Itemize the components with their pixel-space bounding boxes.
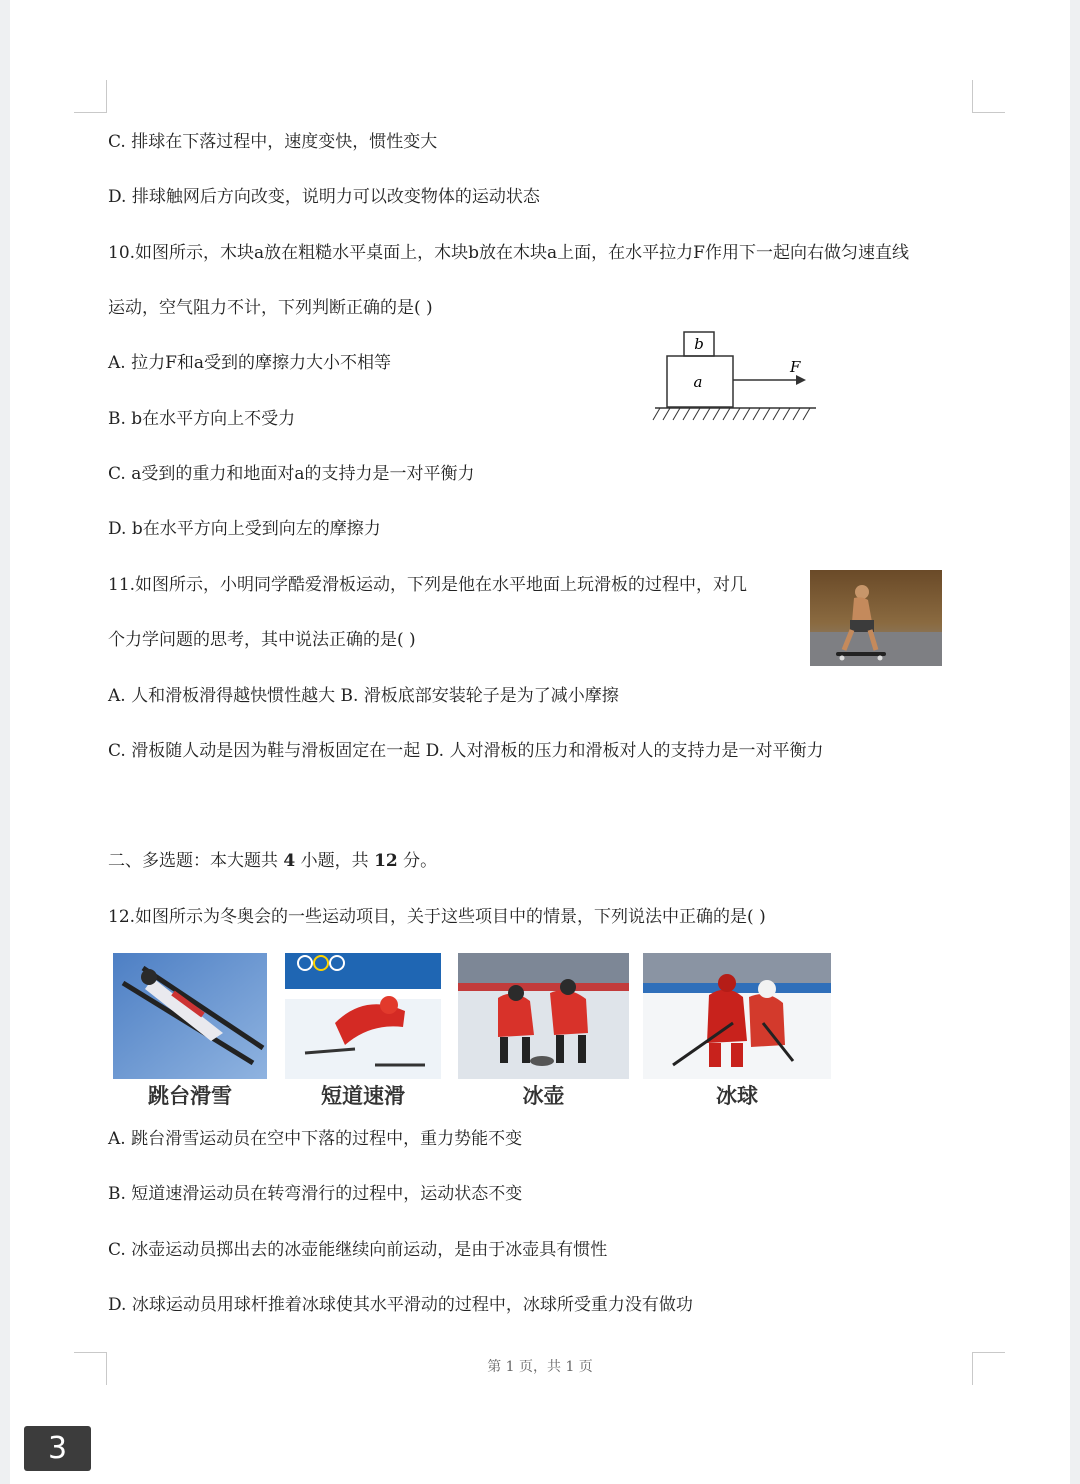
curling-photo — [458, 953, 629, 1079]
section2-prefix: 二、多选题：本大题共 — [108, 851, 284, 871]
photo-label-short-track: 短道速滑 — [321, 1084, 405, 1108]
section2-score: 12 — [374, 851, 398, 871]
force-label: F — [790, 358, 801, 376]
q10-option-d: D. b在水平方向上受到向左的摩擦力 — [108, 519, 381, 539]
page-footer: 第 1 页，共 1 页 — [487, 1359, 593, 1375]
q12-option-c: C. 冰壶运动员掷出去的冰壶能继续向前运动，是由于冰壶具有惯性 — [108, 1240, 608, 1260]
q11-options-ab: A. 人和滑板滑得越快惯性越大 B. 滑板底部安装轮子是为了减小摩擦 — [108, 686, 619, 706]
q12-option-d: D. 冰球运动员用球杆推着冰球使其水平滑动的过程中，冰球所受重力没有做功 — [108, 1295, 693, 1315]
q12-option-b: B. 短道速滑运动员在转弯滑行的过程中，运动状态不变 — [108, 1184, 523, 1204]
crop-mark-top-right — [972, 80, 1005, 113]
q11-options-cd: C. 滑板随人动是因为鞋与滑板固定在一起 D. 人对滑板的压力和滑板对人的支持力是一对平衡力 — [108, 741, 824, 761]
ice-hockey-photo — [643, 953, 831, 1079]
section2-heading — [108, 849, 437, 873]
q10-option-c: C. a受到的重力和地面对a的支持力是一对平衡力 — [108, 464, 475, 484]
force-arrow-head — [796, 375, 806, 385]
q10-option-a: A. 拉力F和a受到的摩擦力大小不相等 — [108, 353, 392, 373]
skateboard-photo — [810, 570, 942, 666]
section2-middle: 小题，共 — [295, 851, 375, 871]
q10-stem-line2: 运动，空气阻力不计，下列判断正确的是( ) — [108, 298, 433, 318]
photo-label-ski-jump: 跳台滑雪 — [148, 1084, 232, 1108]
q9-option-c: C. 排球在下落过程中，速度变快，惯性变大 — [108, 132, 438, 152]
q11-stem-line1: 11.如图所示，小明同学酷爱滑板运动，下列是他在水平地面上玩滑板的过程中，对几 — [108, 575, 748, 595]
photo-label-ice-hockey: 冰球 — [716, 1084, 758, 1108]
q9-option-d: D. 排球触网后方向改变，说明力可以改变物体的运动状态 — [108, 187, 540, 207]
section2-count: 4 — [283, 851, 296, 871]
q10-option-b: B. b在水平方向上不受力 — [108, 409, 296, 429]
q11-stem-line2: 个力学问题的思考，其中说法正确的是( ) — [108, 630, 416, 650]
q10-stem-line1: 10.如图所示，木块a放在粗糙水平桌面上，木块b放在木块a上面，在水平拉力F作用下一起向右做匀速直线 — [108, 243, 909, 263]
section2-suffix: 分。 — [397, 851, 438, 871]
block-a-label: a — [693, 373, 703, 391]
document-page — [10, 0, 1070, 1484]
q10-block-diagram — [650, 330, 820, 425]
q12-option-a: A. 跳台滑雪运动员在空中下落的过程中，重力势能不变 — [108, 1129, 523, 1149]
crop-mark-top-left — [74, 80, 107, 113]
block-b-label: b — [694, 335, 704, 353]
ski-jump-photo — [113, 953, 267, 1079]
photo-label-curling: 冰壶 — [522, 1084, 565, 1108]
short-track-photo — [285, 953, 441, 1079]
q12-stem: 12.如图所示为冬奥会的一些运动项目，关于这些项目中的情景，下列说法中正确的是( ) — [108, 907, 766, 927]
ground-hatching — [653, 408, 810, 420]
page-number-badge[interactable]: 3 — [24, 1426, 91, 1471]
